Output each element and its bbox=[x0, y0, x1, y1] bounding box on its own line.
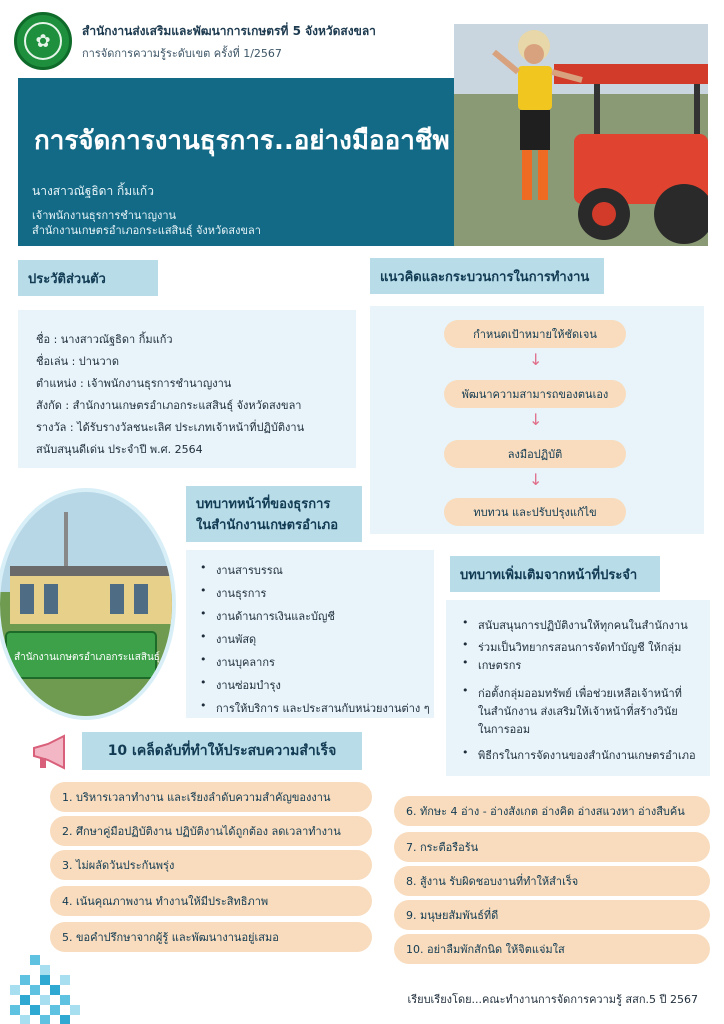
org-subtitle: การจัดการความรู้ระดับเขต ครั้งที่ 1/2567 bbox=[82, 47, 282, 60]
tip-item: 9. มนุษยสัมพันธ์ที่ดี bbox=[394, 900, 710, 930]
tip-item: 4. เน้นคุณภาพงาน ทำงานให้มีประสิทธิภาพ bbox=[50, 886, 372, 916]
extra-role-item-cont: ในสำนักงาน ส่งเสริมให้เจ้าหน้าที่สร้างวินัย bbox=[478, 705, 678, 718]
tip-item: 2. ศึกษาคู่มือปฏิบัติงาน ปฏิบัติงานได้ถูกต้อง ลดเวลาทำงาน bbox=[50, 816, 372, 846]
office-building-photo bbox=[0, 488, 176, 720]
flow-step: พัฒนาความสามารถของตนเอง bbox=[444, 380, 626, 408]
role-item: • งานสารบรรณ bbox=[216, 561, 283, 579]
profile-line: รางวัล : ได้รับรางวัลชนะเลิศ ประเภทเจ้าหน้าที่ปฏิบัติงาน bbox=[36, 421, 305, 434]
extra-role-item: • ก่อตั้งกลุ่มออมทรัพย์ เพื่อช่วยเหลือเจ้าหน้าที่ bbox=[478, 684, 682, 702]
extra-role-item: • สนับสนุนการปฏิบัติงานให้ทุกคนในสำนักงาน bbox=[478, 616, 688, 634]
extra-roles-heading: บทบาทเพิ่มเติมจากหน้าที่ประจำ bbox=[450, 556, 660, 592]
woman-tractor-photo bbox=[454, 24, 708, 246]
extra-role-item: • ร่วมเป็นวิทยากรสอนการจัดทำบัญชี ให้กลุ่ม bbox=[478, 638, 681, 656]
profile-line: ชื่อ : นางสาวณัฐธิดา กิ้มแก้ว bbox=[36, 333, 173, 346]
profile-line: ตำแหน่ง : เจ้าพนักงานธุรการชำนาญงาน bbox=[36, 377, 232, 390]
role-item: • งานพัสดุ bbox=[216, 630, 256, 648]
arrow-down-icon: ↓ bbox=[529, 350, 543, 369]
photo-illustration bbox=[454, 24, 708, 246]
author-name: นางสาวณัฐธิดา กิ้มแก้ว bbox=[32, 184, 154, 198]
tip-item: 7. กระตือรือร้น bbox=[394, 832, 710, 862]
extra-role-item: • พิธีกรในการจัดงานของสำนักงานเกษตรอำเภอ bbox=[478, 746, 696, 764]
profile-line: สังกัด : สำนักงานเกษตรอำเภอกระแสสินธุ์ จังหวัดสงขลา bbox=[36, 399, 302, 412]
seal-icon: ✿ bbox=[24, 22, 62, 60]
credit-footer: เรียบเรียงโดย...คณะทำงานการจัดการความรู้ สสก.5 ปี 2567 bbox=[407, 993, 698, 1006]
role-item: • งานด้านการเงินและบัญชี bbox=[216, 607, 335, 625]
arrow-down-icon: ↓ bbox=[529, 410, 543, 429]
tip-item: 8. สู้งาน รับผิดชอบงานที่ทำให้สำเร็จ bbox=[394, 866, 710, 896]
tip-item: 5. ขอคำปรึกษาจากผู้รู้ และพัฒนางานอยู่เสมอ bbox=[50, 922, 372, 952]
profile-line: สนับสนุนดีเด่น ประจำปี พ.ศ. 2564 bbox=[36, 443, 203, 456]
org-name: สำนักงานส่งเสริมและพัฒนาการเกษตรที่ 5 จังหวัดสงขลา bbox=[82, 24, 376, 38]
profile-line: ชื่อเล่น : ปานวาด bbox=[36, 355, 119, 368]
role-item: • งานธุรการ bbox=[216, 584, 266, 602]
tips-heading: 10 เคล็ดลับที่ทำให้ประสบความสำเร็จ bbox=[82, 732, 362, 770]
role-item: • การให้บริการ และประสานกับหน่วยงานต่าง ๆ bbox=[216, 699, 430, 717]
role-item: • งานบุคลากร bbox=[216, 653, 275, 671]
author-position: เจ้าพนักงานธุรการชำนาญงาน bbox=[32, 209, 177, 222]
tip-item: 10. อย่าลืมพักสักนิด ให้จิตแจ่มใส bbox=[394, 934, 710, 964]
profile-heading: ประวัติส่วนตัว bbox=[18, 260, 158, 296]
office-sign-text: สำนักงานเกษตรอำเภอกระแสสินธุ์ bbox=[14, 652, 160, 663]
extra-role-item-cont: ในการออม bbox=[478, 723, 531, 736]
tip-item: 3. ไม่ผลัดวันประกันพรุ่ง bbox=[50, 850, 372, 880]
flow-step: ลงมือปฏิบัติ bbox=[444, 440, 626, 468]
office-illustration bbox=[0, 492, 176, 720]
decorative-mosaic bbox=[10, 955, 90, 1024]
extra-role-item-cont: • เกษตรกร bbox=[478, 656, 521, 674]
roles-heading bbox=[186, 486, 362, 542]
agency-logo bbox=[14, 12, 72, 70]
page-title: การจัดการงานธุรการ..อย่างมืออาชีพ bbox=[34, 126, 450, 156]
roles-heading-line2: ในสำนักงานเกษตรอำเภอ bbox=[196, 518, 338, 533]
approach-heading: แนวคิดและกระบวนการในการทำงาน bbox=[370, 258, 604, 294]
author-office: สำนักงานเกษตรอำเภอกระแสสินธุ์ จังหวัดสงขลา bbox=[32, 224, 261, 237]
flow-step: กำหนดเป้าหมายให้ชัดเจน bbox=[444, 320, 626, 348]
roles-heading-line1: บทบาทหน้าที่ของธุรการ bbox=[196, 497, 331, 512]
arrow-down-icon: ↓ bbox=[529, 470, 543, 489]
role-item: • งานซ่อมบำรุง bbox=[216, 676, 281, 694]
megaphone-icon bbox=[30, 734, 72, 770]
tip-item: 6. ทักษะ 4 อ่าง - อ่างสังเกต อ่างคิด อ่างสแวงหา อ่างสืบค้น bbox=[394, 796, 710, 826]
flow-step: ทบทวน และปรับปรุงแก้ไข bbox=[444, 498, 626, 526]
tip-item: 1. บริหารเวลาทำงาน และเรียงลำดับความสำคัญของงาน bbox=[50, 782, 372, 812]
